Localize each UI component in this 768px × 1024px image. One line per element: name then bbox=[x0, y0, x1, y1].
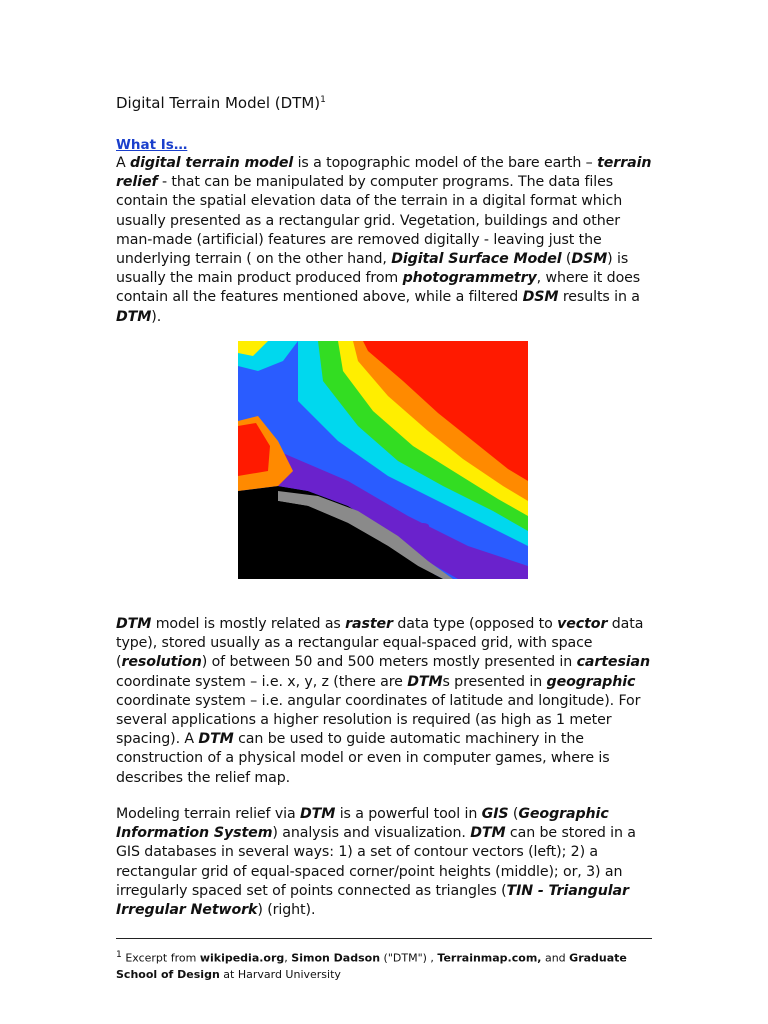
text-run: cartesian bbox=[576, 654, 651, 671]
text-run: ) of between 50 and 500 meters mostly presented in bbox=[201, 654, 577, 671]
text-run: DSM bbox=[522, 289, 559, 306]
intro-paragraph bbox=[116, 154, 656, 327]
text-run: model is mostly related as bbox=[151, 616, 346, 632]
text-run: 1 bbox=[116, 949, 122, 960]
text-run: DTM bbox=[116, 308, 152, 325]
title-text: Digital Terrain Model (DTM) bbox=[116, 94, 321, 112]
title-footnote-marker: 1 bbox=[320, 95, 326, 105]
text-run: GIS bbox=[481, 806, 509, 822]
text-run: Excerpt from bbox=[121, 951, 200, 965]
text-run: photogrammetry bbox=[402, 270, 537, 287]
text-run: data type (opposed to bbox=[392, 616, 558, 632]
text-run: raster bbox=[345, 616, 393, 632]
text-run: is a topographic model of the bare earth – bbox=[293, 155, 598, 171]
text-run: and bbox=[541, 951, 570, 965]
text-run: coordinate system – i.e. x, y, z (there are bbox=[116, 673, 408, 690]
text-run: wikipedia.org bbox=[199, 951, 285, 965]
text-run: vector bbox=[557, 616, 608, 632]
text-run: can be stored in a GIS databases in several ways: 1) a set of contour vectors (left); 2) a rectangular grid of equal-spaced corner/point heights (middle); or, 3) an irregularly spaced set of points connected as triangles ( bbox=[116, 825, 636, 899]
dtm-model-paragraph bbox=[116, 615, 656, 788]
text-run: Terrainmap.com, bbox=[437, 951, 542, 965]
text-run: DTM bbox=[300, 806, 336, 822]
text-run: - that can be manipulated by computer programs. The data files contain the spatial elevation data of the terrain in a digital format which usually presented as a rectangular grid. Vegetation, buildings and other man-made (artificial) features are removed digitally - leaving just the underlying terrain ( on the other hand, bbox=[116, 174, 623, 268]
text-run: s presented in bbox=[442, 673, 547, 690]
text-run: ) (right). bbox=[257, 902, 316, 919]
text-run: A bbox=[116, 155, 131, 171]
text-run: can be used to guide automatic machinery in the construction of a physical model or even in computer games, where is describes the relief map. bbox=[116, 731, 610, 786]
text-run: TIN - Triangular Irregular Network bbox=[116, 882, 629, 919]
text-run: Graduate School of Design bbox=[116, 951, 627, 981]
text-run: ) is usually the main product produced from bbox=[116, 251, 629, 287]
text-run: is a powerful tool in bbox=[335, 806, 482, 822]
text-run: , where it does contain all the features mentioned above, while a filtered bbox=[116, 270, 641, 306]
text-run: results in a bbox=[558, 289, 640, 306]
text-run: Digital Surface Model bbox=[391, 251, 562, 268]
text-run: ( bbox=[508, 806, 519, 822]
page-title bbox=[116, 94, 326, 112]
text-run: DSM bbox=[571, 251, 608, 268]
text-run: DTM bbox=[116, 616, 152, 632]
text-run: Simon Dadson bbox=[291, 951, 381, 965]
text-run: ). bbox=[151, 308, 162, 325]
text-run: coordinate system – i.e. angular coordinates of latitude and longitude). For several applications a higher resolution is required (as high as 1 meter spacing). A bbox=[116, 692, 641, 748]
text-run: DTM bbox=[407, 673, 443, 690]
text-run: , bbox=[284, 951, 292, 965]
terrain-island bbox=[417, 523, 429, 529]
what-is-link[interactable]: What Is… bbox=[116, 137, 188, 153]
gis-paragraph bbox=[116, 805, 656, 920]
text-run: Modeling terrain relief via bbox=[116, 806, 300, 822]
text-run: DTM bbox=[198, 731, 234, 748]
text-run: DTM bbox=[470, 825, 506, 842]
text-run: terrain relief bbox=[116, 155, 652, 191]
text-run: ("DTM") , bbox=[380, 951, 438, 965]
footnote bbox=[116, 947, 656, 983]
text-run: resolution bbox=[121, 654, 202, 671]
footnote-divider bbox=[116, 938, 652, 939]
text-run: geographic bbox=[546, 673, 636, 690]
text-run: data type), stored usually as a rectangular equal-spaced grid, with space ( bbox=[116, 616, 644, 671]
text-run: ( bbox=[561, 251, 572, 268]
text-run: at Harvard University bbox=[219, 967, 341, 981]
text-run: digital terrain model bbox=[130, 155, 294, 171]
text-run: Geographic Information System bbox=[116, 806, 609, 842]
text-run: ) analysis and visualization. bbox=[272, 825, 471, 842]
terrain-elevation-image bbox=[238, 341, 528, 579]
